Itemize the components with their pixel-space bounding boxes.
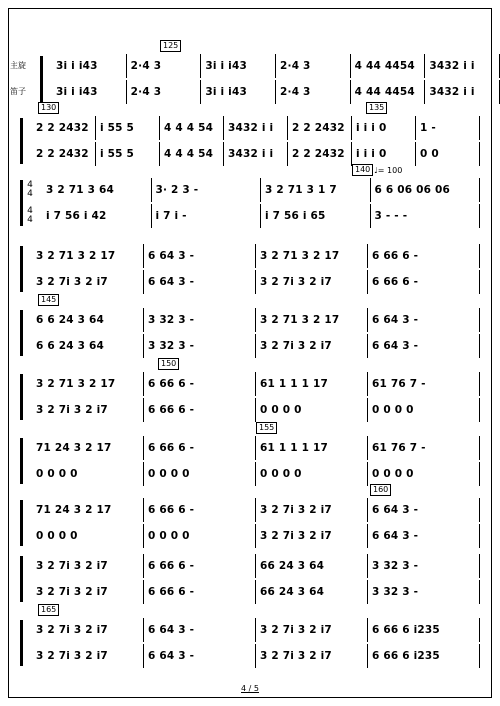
barline [350, 54, 351, 78]
barline [370, 178, 371, 202]
flute-staff [28, 400, 484, 420]
measure: 6 6 06 06 06 [374, 184, 450, 196]
barline [479, 498, 480, 522]
measure: 3 2 7i 3 2 i7 [260, 504, 332, 516]
barline [255, 398, 256, 422]
measure-number: 135 [366, 102, 387, 114]
melody-staff [28, 180, 484, 200]
page-footer [0, 684, 500, 693]
barline [255, 618, 256, 642]
barline [95, 142, 96, 166]
barline [367, 618, 368, 642]
barline [287, 142, 288, 166]
measure: 2 2 2432 [36, 148, 89, 160]
barline [275, 54, 276, 78]
barline [255, 580, 256, 604]
barline [143, 498, 144, 522]
measure: 6 66 6 i235 [372, 650, 440, 662]
barline [351, 142, 352, 166]
measure: 61 76 7 - [372, 442, 426, 454]
measure: 3· 2 3 - [155, 184, 199, 196]
barline [424, 80, 425, 104]
measure: 6 66 6 - [148, 504, 195, 516]
measure: 3 32 3 - [372, 586, 419, 598]
barline [424, 54, 425, 78]
measure: 3 2 7i 3 2 i7 [36, 560, 108, 572]
system-5 [28, 310, 484, 356]
measure: 6 66 6 - [372, 276, 419, 288]
measure: 3 2 71 3 2 17 [260, 314, 340, 326]
measure-number: 155 [256, 422, 277, 434]
system-7 [28, 438, 484, 484]
barline [367, 554, 368, 578]
barline [479, 178, 480, 202]
measure: 6 64 3 - [372, 340, 419, 352]
barline [255, 462, 256, 486]
measure: 4 4 4 54 [164, 148, 214, 160]
barline [479, 644, 480, 668]
measure: 4 44 4454 [354, 60, 415, 72]
measure: 3i i i43 [205, 60, 247, 72]
barline [143, 308, 144, 332]
measure: 0 0 0 0 [36, 530, 78, 542]
barline [415, 142, 416, 166]
barline [260, 178, 261, 202]
barline [367, 524, 368, 548]
barline [255, 644, 256, 668]
measure: i 55 5 [100, 148, 135, 160]
barline [255, 498, 256, 522]
barline [255, 524, 256, 548]
measure: 3 2 7i 3 2 i7 [36, 624, 108, 636]
barline [223, 142, 224, 166]
measure: 3 2 71 3 2 17 [36, 378, 116, 390]
barline [367, 644, 368, 668]
flute-staff [28, 336, 484, 356]
measure-number: 150 [158, 358, 179, 370]
barline [223, 116, 224, 140]
barline [143, 372, 144, 396]
flute-staff [28, 582, 484, 602]
measure: 0 0 0 0 [260, 468, 302, 480]
barline [479, 142, 480, 166]
measure: 6 66 6 - [148, 586, 195, 598]
measure: 0 0 [420, 148, 439, 160]
measure: 6 64 3 - [372, 504, 419, 516]
barline [126, 80, 127, 104]
measure: i i i 0 [356, 148, 387, 160]
time-signature [26, 181, 34, 199]
measure-number: 145 [38, 294, 59, 306]
melody-staff [28, 500, 484, 520]
measure: 3 2 7i 3 2 i7 [260, 340, 332, 352]
barline [143, 398, 144, 422]
measure: 3 2 7i 3 2 i7 [36, 586, 108, 598]
measure: 3432 i i [228, 148, 274, 160]
barline [126, 54, 127, 78]
measure: 3 2 7i 3 2 i7 [260, 530, 332, 542]
measure: 6 6 24 3 64 [36, 314, 104, 326]
barline [151, 178, 152, 202]
measure: 0 0 0 0 [372, 468, 414, 480]
measure: 3 2 7i 3 2 i7 [36, 404, 108, 416]
measure: 6 66 6 i235 [372, 624, 440, 636]
barline [255, 554, 256, 578]
measure: 3432 i i [429, 60, 475, 72]
measure: 6 66 6 - [148, 378, 195, 390]
barline [367, 498, 368, 522]
barline [479, 398, 480, 422]
measure: 3i i i43 [56, 60, 98, 72]
melody-staff [28, 310, 484, 330]
barline [350, 80, 351, 104]
melody-staff [48, 56, 484, 76]
measure: 6 66 6 - [372, 250, 419, 262]
measure: 3 2 71 3 2 17 [36, 250, 116, 262]
measure: 2 2 2432 [292, 122, 345, 134]
measure: 71 24 3 2 17 [36, 442, 112, 454]
measure-number: 130 [38, 102, 59, 114]
system-4 [28, 246, 484, 292]
melody-staff [28, 118, 484, 138]
barline [479, 270, 480, 294]
barline [143, 462, 144, 486]
barline [255, 334, 256, 358]
barline [479, 554, 480, 578]
time-signature-bottom: 4 [27, 189, 33, 199]
barline [479, 308, 480, 332]
flute-staff [28, 646, 484, 666]
barline [143, 244, 144, 268]
barline [367, 334, 368, 358]
barline [200, 80, 201, 104]
time-signature-bottom: 4 [27, 215, 33, 225]
barline [367, 308, 368, 332]
system-9 [28, 556, 484, 602]
measure: 3i i i43 [205, 86, 247, 98]
barline [255, 372, 256, 396]
barline [255, 436, 256, 460]
tempo-marking: ♩= 100 [374, 166, 403, 175]
measure-number: 160 [370, 484, 391, 496]
measure: 61 76 7 - [372, 378, 426, 390]
measure: 0 0 0 0 [36, 468, 78, 480]
barline [151, 204, 152, 228]
measure: 3 2 71 3 2 17 [260, 250, 340, 262]
time-signature-top: 4 [27, 180, 33, 190]
measure: i i i 0 [356, 122, 387, 134]
measure-number: 125 [160, 40, 181, 52]
barline [479, 524, 480, 548]
time-signature-top: 4 [27, 206, 33, 216]
barline [255, 270, 256, 294]
time-signature [26, 207, 34, 225]
system-2 [28, 118, 484, 164]
barline [479, 462, 480, 486]
measure: 6 64 3 - [148, 276, 195, 288]
measure: i 7 i - [155, 210, 187, 222]
barline [367, 244, 368, 268]
flute-staff [28, 526, 484, 546]
barline [367, 580, 368, 604]
barline [370, 204, 371, 228]
barline [479, 116, 480, 140]
barline [479, 618, 480, 642]
barline [159, 116, 160, 140]
barline [275, 80, 276, 104]
barline [367, 398, 368, 422]
barline [143, 436, 144, 460]
measure: 4 4 4 54 [164, 122, 214, 134]
measure: 3 2 7i 3 2 i7 [260, 650, 332, 662]
barline [367, 270, 368, 294]
measure-number: 140 [352, 164, 373, 176]
barline [351, 116, 352, 140]
measure: 61 1 1 1 17 [260, 442, 328, 454]
barline [415, 116, 416, 140]
melody-staff [28, 620, 484, 640]
measure: 4 44 4454 [354, 86, 415, 98]
part-label-melody: 主旋 [10, 61, 26, 70]
barline [143, 618, 144, 642]
measure: 3i i i43 [56, 86, 98, 98]
barline [367, 436, 368, 460]
melody-staff [28, 374, 484, 394]
measure: 2·4 3 [130, 86, 162, 98]
measure: 3 2 71 3 1 7 [265, 184, 337, 196]
measure: 6 64 3 - [148, 624, 195, 636]
measure: 2·4 3 [130, 60, 162, 72]
measure: 2 2 2432 [292, 148, 345, 160]
measure: 3 2 7i 3 2 i7 [36, 276, 108, 288]
measure: 3 - - - [374, 210, 408, 222]
measure: 6 66 6 - [148, 560, 195, 572]
measure: 0 0 0 0 [260, 404, 302, 416]
measure: 6 6 24 3 64 [36, 340, 104, 352]
measure: 3 2 7i 3 2 i7 [260, 276, 332, 288]
barline [143, 270, 144, 294]
flute-staff [28, 464, 484, 484]
barline [287, 116, 288, 140]
flute-staff [28, 144, 484, 164]
barline [367, 372, 368, 396]
system-6 [28, 374, 484, 420]
barline [159, 142, 160, 166]
measure: 6 66 6 - [148, 442, 195, 454]
measure: 0 0 0 0 [148, 530, 190, 542]
barline [143, 554, 144, 578]
barline [479, 334, 480, 358]
barline [479, 436, 480, 460]
barline [479, 372, 480, 396]
measure: i 7 56 i 65 [265, 210, 326, 222]
barline [479, 244, 480, 268]
barline [143, 644, 144, 668]
measure: 71 24 3 2 17 [36, 504, 112, 516]
part-label-flute: 笛子 [10, 87, 26, 96]
barline [255, 308, 256, 332]
barline [143, 334, 144, 358]
measure: i 7 56 i 42 [46, 210, 107, 222]
measure: 0 0 0 0 [148, 468, 190, 480]
measure: 6 64 3 - [372, 530, 419, 542]
barline [143, 580, 144, 604]
system-1 [10, 56, 484, 102]
barline [255, 244, 256, 268]
measure: 3 32 3 - [148, 314, 195, 326]
barline [479, 204, 480, 228]
measure: 3 2 7i 3 2 i7 [260, 624, 332, 636]
measure: 6 64 3 - [148, 650, 195, 662]
measure: 3 2 7i 3 2 i7 [36, 650, 108, 662]
measure: 6 66 6 - [148, 404, 195, 416]
flute-staff [28, 206, 484, 226]
measure: 66 24 3 64 [260, 560, 325, 572]
measure: 6 64 3 - [372, 314, 419, 326]
melody-staff [28, 246, 484, 266]
flute-staff [28, 272, 484, 292]
barline [479, 580, 480, 604]
measure: 3432 i i [429, 86, 475, 98]
barline [143, 524, 144, 548]
page-number: 4 / 5 [241, 684, 259, 693]
measure: 61 1 1 1 17 [260, 378, 328, 390]
measure: 2 2 2432 [36, 122, 89, 134]
measure: 3 2 71 3 64 [46, 184, 114, 196]
measure: 66 24 3 64 [260, 586, 325, 598]
measure: 1 - [420, 122, 436, 134]
measure: 2·4 3 [280, 86, 311, 98]
measure: 2·4 3 [280, 60, 311, 72]
system-8 [28, 500, 484, 546]
measure-number: 165 [38, 604, 59, 616]
barline [260, 204, 261, 228]
measure: 3432 i i [228, 122, 274, 134]
measure: 3 32 3 - [372, 560, 419, 572]
flute-staff [48, 82, 484, 102]
measure: 6 64 3 - [148, 250, 195, 262]
measure: 0 0 0 0 [372, 404, 414, 416]
system-10 [28, 620, 484, 666]
melody-staff [28, 438, 484, 458]
measure: i 55 5 [100, 122, 135, 134]
barline [95, 116, 96, 140]
barline [200, 54, 201, 78]
barline [367, 462, 368, 486]
melody-staff [28, 556, 484, 576]
measure: 3 32 3 - [148, 340, 195, 352]
